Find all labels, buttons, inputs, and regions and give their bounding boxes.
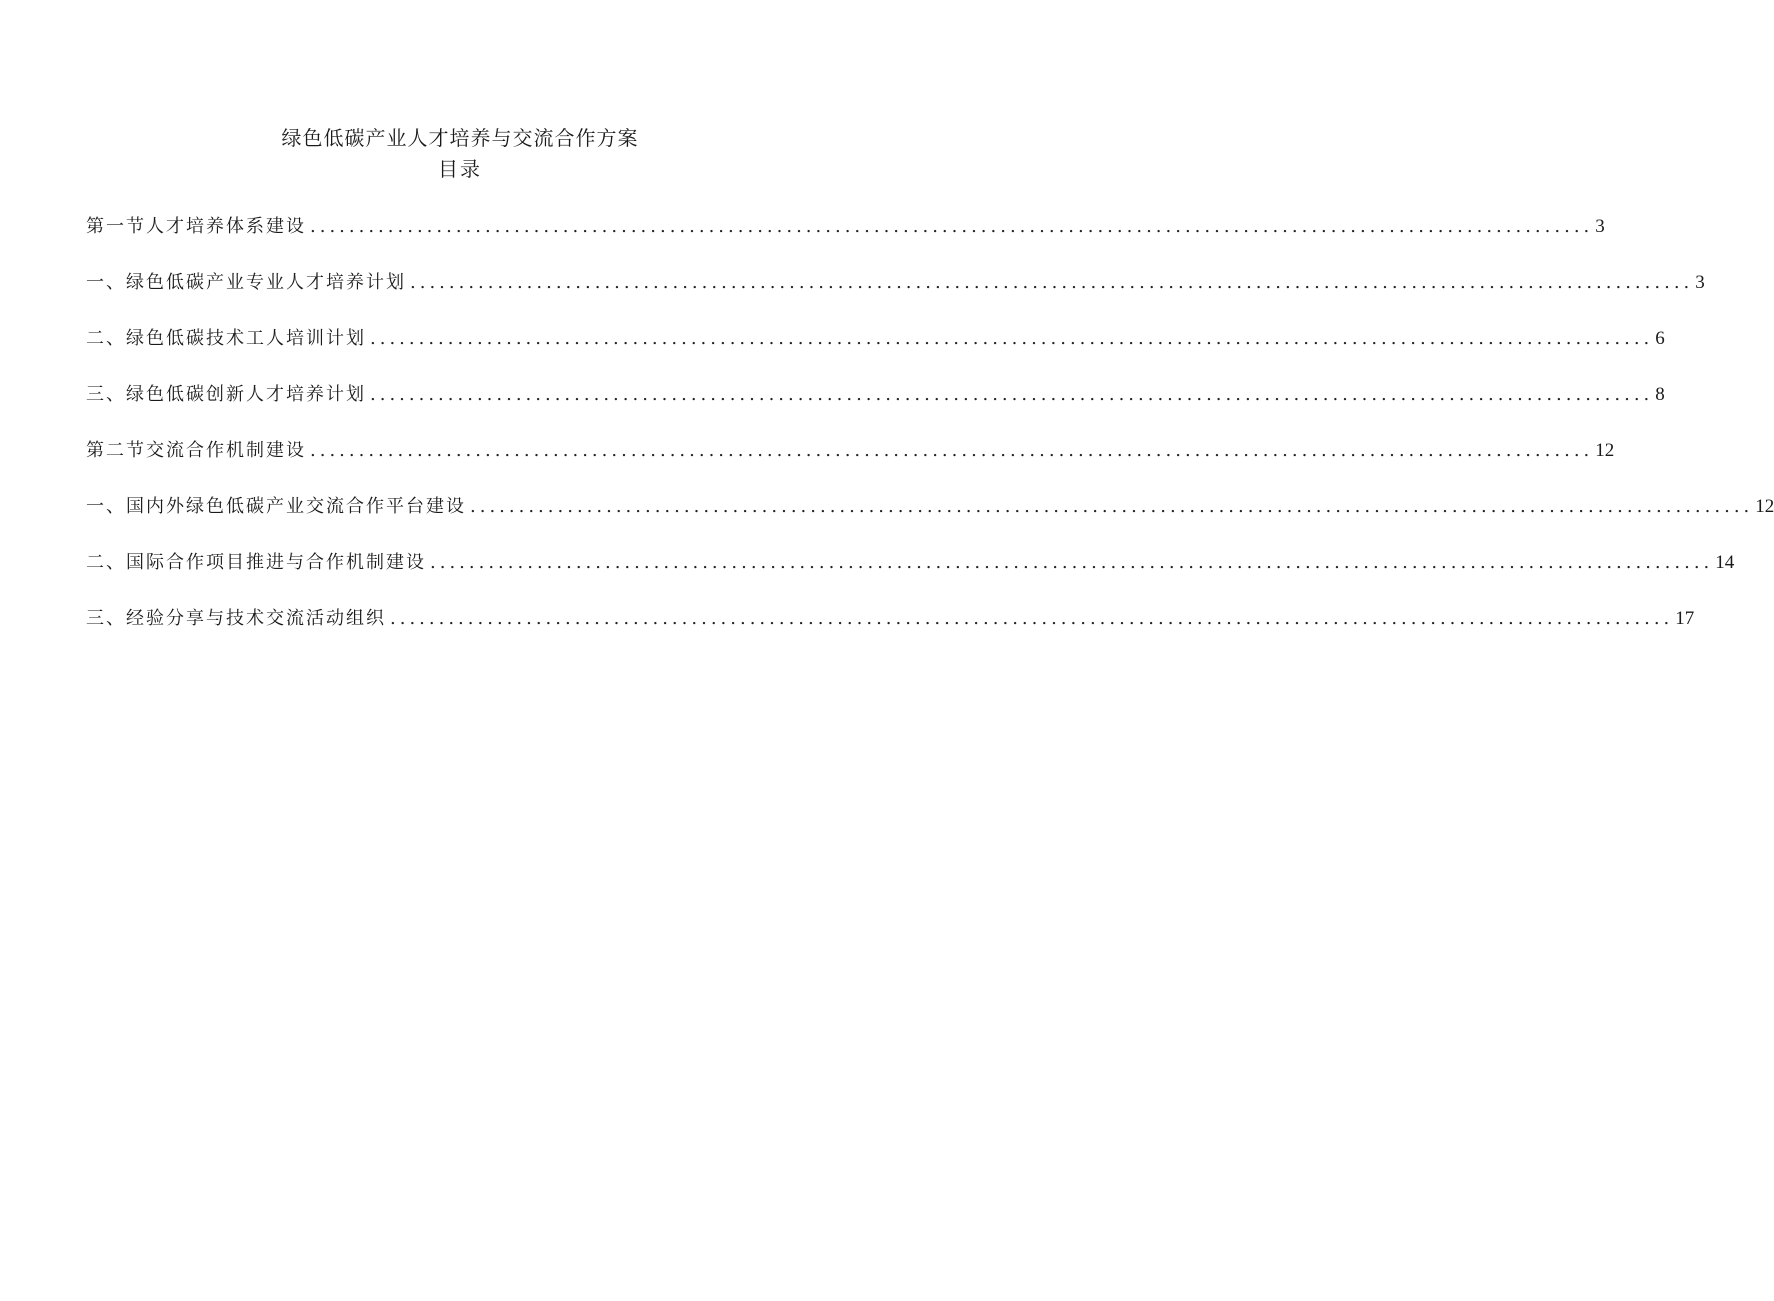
dot-leader: ....................................................................................................................................: [310, 216, 1594, 237]
table-of-contents: [86, 213, 1774, 661]
toc-entry-label: 第二节交流合作机制建设: [86, 440, 306, 461]
toc-entry-subsection-1-1[interactable]: [86, 269, 1705, 325]
toc-entry-label: 三、绿色低碳创新人才培养计划: [86, 384, 366, 405]
toc-entry-page-number: 3: [1695, 272, 1705, 293]
toc-entry-section-2[interactable]: [86, 437, 1615, 493]
toc-entry-label: 一、国内外绿色低碳产业交流合作平台建设: [86, 496, 466, 517]
toc-entry-section-1[interactable]: [86, 213, 1605, 269]
toc-entry-label: 一、绿色低碳产业专业人才培养计划: [86, 272, 406, 293]
toc-entry-page-number: 14: [1715, 552, 1735, 573]
toc-entry-subsection-2-2[interactable]: [86, 549, 1735, 605]
toc-entry-label: 二、绿色低碳技术工人培训计划: [86, 328, 366, 349]
dot-leader: ....................................................................................................................................: [310, 440, 1594, 461]
toc-entry-page-number: 12: [1755, 496, 1774, 517]
toc-entry-page-number: 8: [1655, 384, 1665, 405]
toc-entry-label: 第一节人才培养体系建设: [86, 216, 306, 237]
toc-entry-page-number: 6: [1655, 328, 1665, 349]
dot-leader: ....................................................................................................................................: [470, 496, 1754, 517]
toc-heading: 目录: [438, 157, 482, 181]
dot-leader: ....................................................................................................................................: [370, 328, 1654, 349]
toc-entry-page-number: 3: [1595, 216, 1605, 237]
toc-entry-subsection-1-3[interactable]: [86, 381, 1665, 437]
toc-entry-subsection-1-2[interactable]: [86, 325, 1665, 381]
toc-entry-page-number: 17: [1675, 608, 1695, 629]
toc-entry-page-number: 12: [1595, 440, 1615, 461]
dot-leader: ....................................................................................................................................: [390, 608, 1674, 629]
toc-entry-subsection-2-3[interactable]: [86, 605, 1695, 661]
dot-leader: ....................................................................................................................................: [430, 552, 1714, 573]
dot-leader: ....................................................................................................................................: [410, 272, 1694, 293]
dot-leader: ....................................................................................................................................: [370, 384, 1654, 405]
toc-entry-label: 二、国际合作项目推进与合作机制建设: [86, 552, 426, 573]
toc-entry-subsection-2-1[interactable]: [86, 493, 1774, 549]
toc-entry-label: 三、经验分享与技术交流活动组织: [86, 608, 386, 629]
document-title: 绿色低碳产业人才培养与交流合作方案: [281, 126, 639, 150]
